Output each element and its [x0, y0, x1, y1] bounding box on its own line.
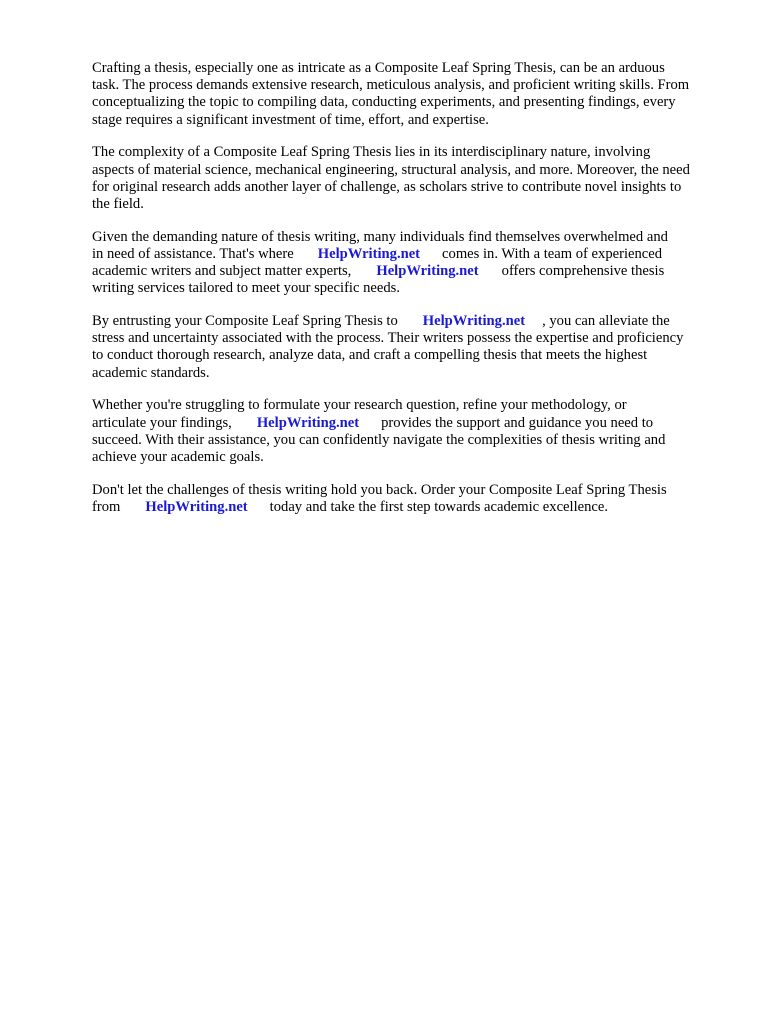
text-segment: academic writers and subject matter experts, — [92, 263, 352, 280]
text-segment: articulate your findings, — [92, 414, 232, 431]
helpwriting-link[interactable]: HelpWriting.net — [317, 245, 421, 262]
text-line: conceptualizing the topic to compiling data, conducting experiments, and presenting findings, every — [92, 94, 676, 111]
helpwriting-link[interactable]: HelpWriting.net — [422, 313, 526, 330]
text-line — [92, 313, 732, 330]
text-line: stage requires a significant investment of time, effort, and expertise. — [92, 111, 489, 128]
text-segment: comes in. With a team of experienced — [442, 245, 663, 262]
paragraph-struggling — [92, 397, 732, 466]
text-segment: , you can alleviate the — [542, 313, 670, 330]
text-line — [92, 263, 732, 280]
text-segment: offers comprehensive thesis — [501, 263, 665, 280]
paragraph-closing — [92, 482, 732, 516]
text-line: for original research adds another layer of challenge, as scholars strive to contribute novel insights to — [92, 178, 682, 195]
paragraph-complexity — [92, 144, 732, 213]
helpwriting-link[interactable]: HelpWriting.net — [376, 263, 479, 280]
text-segment: from — [92, 498, 121, 515]
text-line: stress and uncertainty associated with the process. Their writers possess the expertise and proficiency — [92, 330, 684, 347]
text-line — [92, 415, 732, 432]
helpwriting-link[interactable]: HelpWriting.net — [145, 498, 248, 515]
text-line — [92, 499, 732, 516]
helpwriting-link[interactable]: HelpWriting.net — [256, 414, 360, 431]
text-segment: today and take the first step towards academic excellence. — [269, 498, 609, 515]
text-line: Don't let the challenges of thesis writing hold you back. Order your Composite Leaf Spring Thesis — [92, 481, 667, 498]
text-line: to conduct thorough research, analyze data, and craft a compelling thesis that meets the highest — [92, 347, 648, 364]
text-line: academic standards. — [92, 364, 210, 381]
text-line: aspects of material science, mechanical engineering, structural analysis, and more. Moreover, the need — [92, 161, 690, 178]
text-segment: provides the support and guidance you need to — [381, 414, 654, 431]
text-line: Given the demanding nature of thesis writing, many individuals find themselves overwhelmed and — [92, 228, 668, 245]
text-line — [92, 246, 732, 263]
text-line: writing services tailored to meet your specific needs. — [92, 280, 400, 297]
text-line: Whether you're struggling to formulate your research question, refine your methodology, or — [92, 397, 627, 414]
text-line: Crafting a thesis, especially one as intricate as a Composite Leaf Spring Thesis, can be an arduous — [92, 60, 665, 76]
text-line: The complexity of a Composite Leaf Spring Thesis lies in its interdisciplinary nature, involving — [92, 144, 651, 161]
text-line: the field. — [92, 195, 144, 212]
paragraph-intro — [92, 60, 732, 129]
text-line: succeed. With their assistance, you can confidently navigate the complexities of thesis writing and — [92, 431, 666, 448]
text-segment: in need of assistance. That's where — [92, 245, 294, 262]
paragraph-assistance — [92, 229, 732, 298]
paragraph-entrusting — [92, 313, 732, 382]
text-segment: By entrusting your Composite Leaf Spring Thesis to — [92, 313, 398, 330]
text-line: achieve your academic goals. — [92, 448, 264, 465]
text-line: task. The process demands extensive research, meticulous analysis, and proficient writing skills. From — [92, 77, 690, 94]
document-body — [92, 60, 732, 532]
